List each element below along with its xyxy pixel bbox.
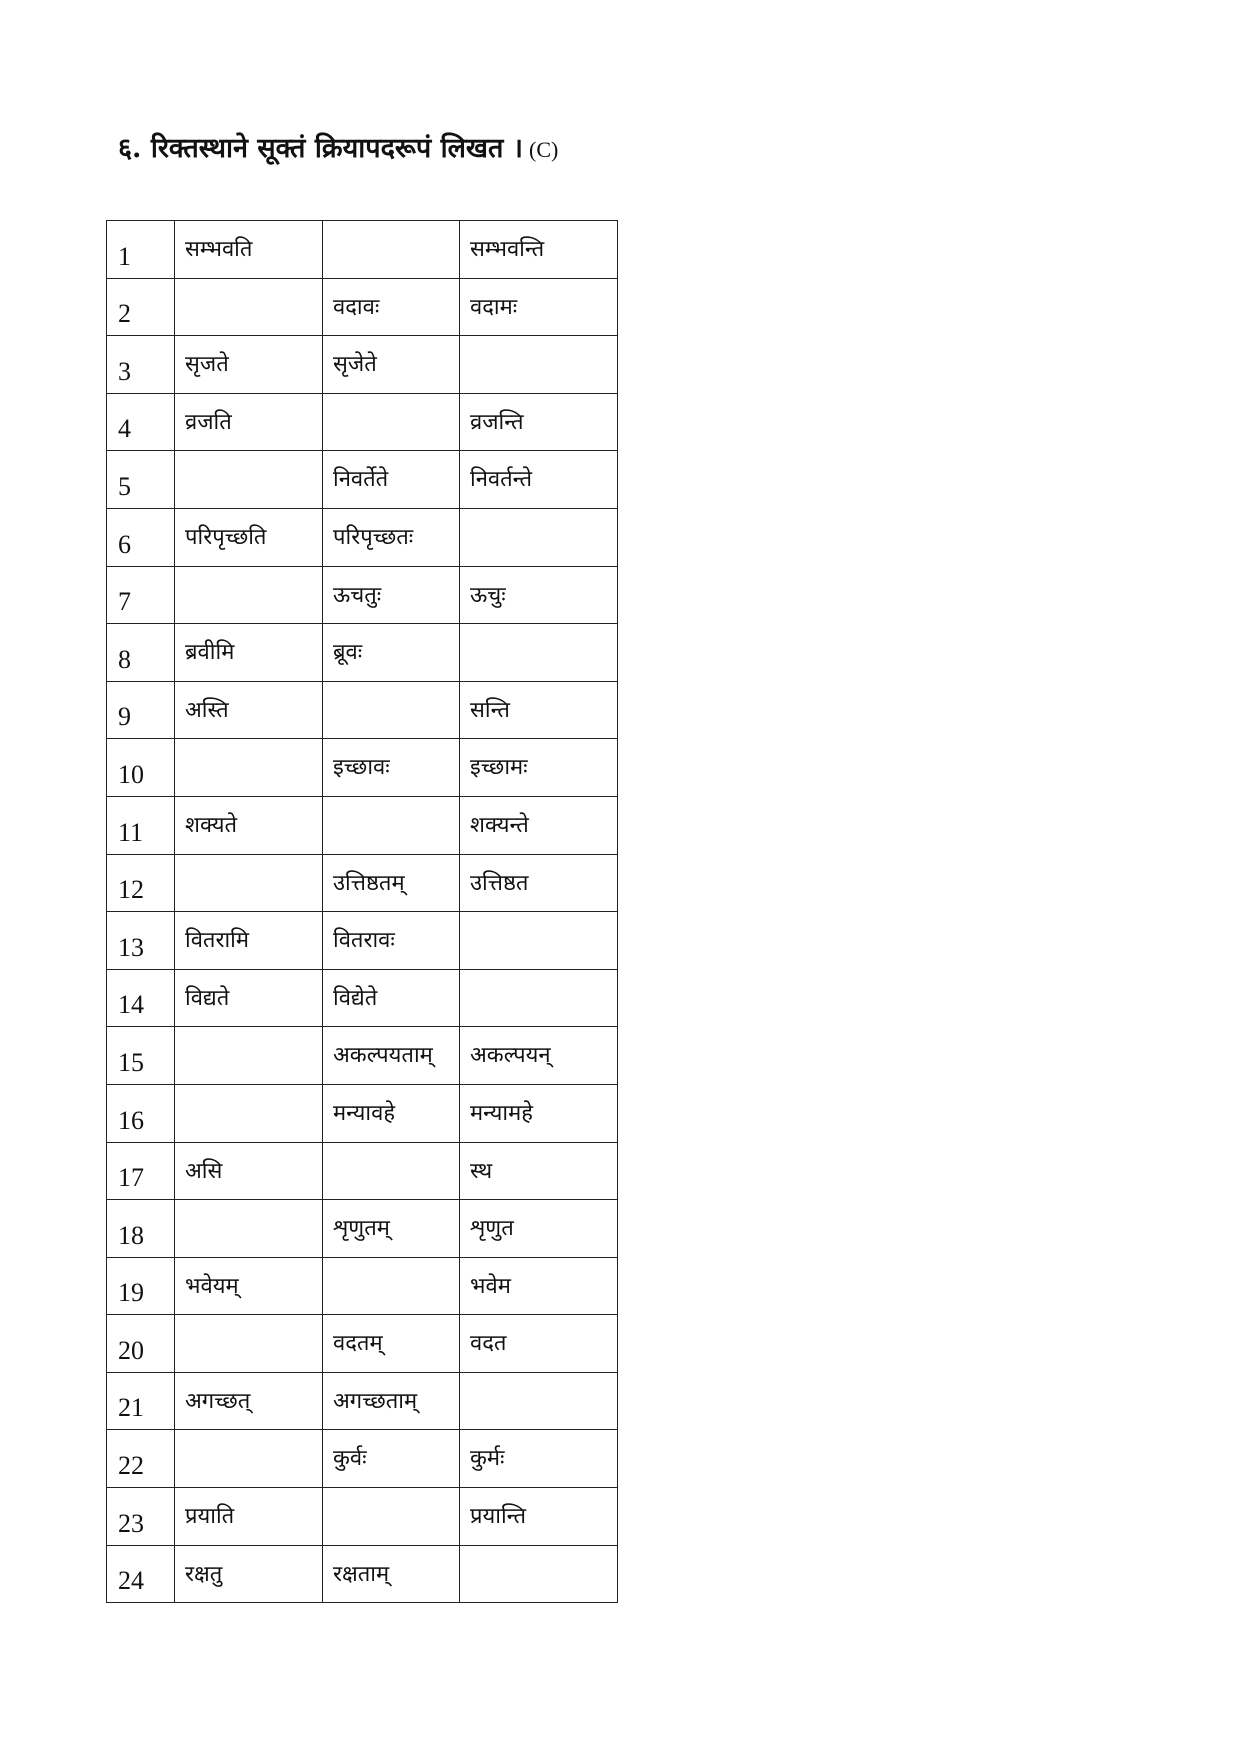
row-number: 19 — [107, 1257, 175, 1315]
dual-form-cell: रक्षताम् — [323, 1545, 460, 1603]
row-number: 20 — [107, 1315, 175, 1373]
row-number: 8 — [107, 624, 175, 682]
dual-form-cell: अगच्छताम् — [323, 1372, 460, 1430]
singular-form-cell — [175, 1315, 323, 1373]
plural-form-cell — [460, 969, 618, 1027]
plural-form-cell: शक्यन्ते — [460, 796, 618, 854]
plural-form-cell: कुर्मः — [460, 1430, 618, 1488]
plural-form-cell: सन्ति — [460, 681, 618, 739]
row-number: 3 — [107, 336, 175, 394]
dual-form-cell: निवर्तेते — [323, 451, 460, 509]
singular-form-cell — [175, 1200, 323, 1258]
table-row — [107, 681, 618, 739]
singular-form-cell — [175, 854, 323, 912]
dual-form-cell: वदावः — [323, 278, 460, 336]
singular-form-cell: भवेयम् — [175, 1257, 323, 1315]
plural-form-cell: मन्यामहे — [460, 1084, 618, 1142]
table-row — [107, 1027, 618, 1085]
table-row — [107, 508, 618, 566]
plural-form-cell: स्थ — [460, 1142, 618, 1200]
exercise-heading — [118, 128, 558, 165]
row-number: 15 — [107, 1027, 175, 1085]
singular-form-cell: रक्षतु — [175, 1545, 323, 1603]
row-number: 2 — [107, 278, 175, 336]
row-number: 14 — [107, 969, 175, 1027]
verb-forms-table — [106, 220, 618, 1603]
table-row — [107, 278, 618, 336]
singular-form-cell — [175, 1084, 323, 1142]
dual-form-cell: ब्रूवः — [323, 624, 460, 682]
table-row — [107, 1372, 618, 1430]
dual-form-cell — [323, 1142, 460, 1200]
row-number: 6 — [107, 508, 175, 566]
singular-form-cell: परिपृच्छति — [175, 508, 323, 566]
plural-form-cell — [460, 1545, 618, 1603]
singular-form-cell: प्रयाति — [175, 1488, 323, 1546]
table-row — [107, 969, 618, 1027]
dual-form-cell: उत्तिष्ठतम् — [323, 854, 460, 912]
row-number: 10 — [107, 739, 175, 797]
table-row — [107, 1200, 618, 1258]
dual-form-cell — [323, 1488, 460, 1546]
plural-form-cell: निवर्तन्ते — [460, 451, 618, 509]
singular-form-cell: सृजते — [175, 336, 323, 394]
dual-form-cell: वितरावः — [323, 912, 460, 970]
singular-form-cell: सम्भवति — [175, 221, 323, 279]
plural-form-cell: ऊचुः — [460, 566, 618, 624]
row-number: 5 — [107, 451, 175, 509]
table-row — [107, 1488, 618, 1546]
table-row — [107, 1430, 618, 1488]
table-row — [107, 854, 618, 912]
table-row — [107, 1315, 618, 1373]
dual-form-cell: विद्येते — [323, 969, 460, 1027]
plural-form-cell: व्रजन्ति — [460, 393, 618, 451]
plural-form-cell: वदत — [460, 1315, 618, 1373]
row-number: 17 — [107, 1142, 175, 1200]
row-number: 24 — [107, 1545, 175, 1603]
table-row — [107, 796, 618, 854]
plural-form-cell: वदामः — [460, 278, 618, 336]
dual-form-cell: वदतम् — [323, 1315, 460, 1373]
table-row — [107, 566, 618, 624]
plural-form-cell — [460, 508, 618, 566]
dual-form-cell — [323, 393, 460, 451]
row-number: 9 — [107, 681, 175, 739]
dual-form-cell: ऊचतुः — [323, 566, 460, 624]
plural-form-cell: उत्तिष्ठत — [460, 854, 618, 912]
table-row — [107, 624, 618, 682]
dual-form-cell: परिपृच्छतः — [323, 508, 460, 566]
singular-form-cell — [175, 1430, 323, 1488]
table-row — [107, 336, 618, 394]
plural-form-cell: शृणुत — [460, 1200, 618, 1258]
table-row — [107, 393, 618, 451]
dual-form-cell: मन्यावहे — [323, 1084, 460, 1142]
singular-form-cell: अगच्छत् — [175, 1372, 323, 1430]
row-number: 1 — [107, 221, 175, 279]
singular-form-cell: शक्यते — [175, 796, 323, 854]
row-number: 16 — [107, 1084, 175, 1142]
row-number: 4 — [107, 393, 175, 451]
plural-form-cell — [460, 624, 618, 682]
plural-form-cell: इच्छामः — [460, 739, 618, 797]
row-number: 11 — [107, 796, 175, 854]
dual-form-cell — [323, 796, 460, 854]
dual-form-cell: इच्छावः — [323, 739, 460, 797]
table-row — [107, 739, 618, 797]
singular-form-cell: ब्रवीमि — [175, 624, 323, 682]
plural-form-cell: सम्भवन्ति — [460, 221, 618, 279]
table-row — [107, 221, 618, 279]
row-number: 13 — [107, 912, 175, 970]
singular-form-cell: व्रजति — [175, 393, 323, 451]
plural-form-cell: प्रयान्ति — [460, 1488, 618, 1546]
dual-form-cell: सृजेते — [323, 336, 460, 394]
table-body — [107, 221, 618, 1603]
row-number: 18 — [107, 1200, 175, 1258]
singular-form-cell: वितरामि — [175, 912, 323, 970]
table-row — [107, 1257, 618, 1315]
table-row — [107, 1084, 618, 1142]
row-number: 21 — [107, 1372, 175, 1430]
heading-tag: (C) — [529, 137, 559, 162]
table-row — [107, 1142, 618, 1200]
dual-form-cell: शृणुतम् — [323, 1200, 460, 1258]
table-row — [107, 912, 618, 970]
dual-form-cell — [323, 681, 460, 739]
dual-form-cell — [323, 221, 460, 279]
singular-form-cell — [175, 278, 323, 336]
plural-form-cell: अकल्पयन् — [460, 1027, 618, 1085]
singular-form-cell — [175, 739, 323, 797]
row-number: 12 — [107, 854, 175, 912]
dual-form-cell: कुर्वः — [323, 1430, 460, 1488]
plural-form-cell — [460, 912, 618, 970]
row-number: 7 — [107, 566, 175, 624]
singular-form-cell — [175, 451, 323, 509]
table-row — [107, 451, 618, 509]
singular-form-cell — [175, 566, 323, 624]
plural-form-cell — [460, 1372, 618, 1430]
singular-form-cell: अस्ति — [175, 681, 323, 739]
heading-text: ६. रिक्तस्थाने सूक्तं क्रियापदरूपं लिखत । — [118, 133, 524, 164]
dual-form-cell — [323, 1257, 460, 1315]
dual-form-cell: अकल्पयताम् — [323, 1027, 460, 1085]
singular-form-cell: असि — [175, 1142, 323, 1200]
singular-form-cell: विद्यते — [175, 969, 323, 1027]
row-number: 23 — [107, 1488, 175, 1546]
plural-form-cell: भवेम — [460, 1257, 618, 1315]
table-row — [107, 1545, 618, 1603]
plural-form-cell — [460, 336, 618, 394]
singular-form-cell — [175, 1027, 323, 1085]
row-number: 22 — [107, 1430, 175, 1488]
